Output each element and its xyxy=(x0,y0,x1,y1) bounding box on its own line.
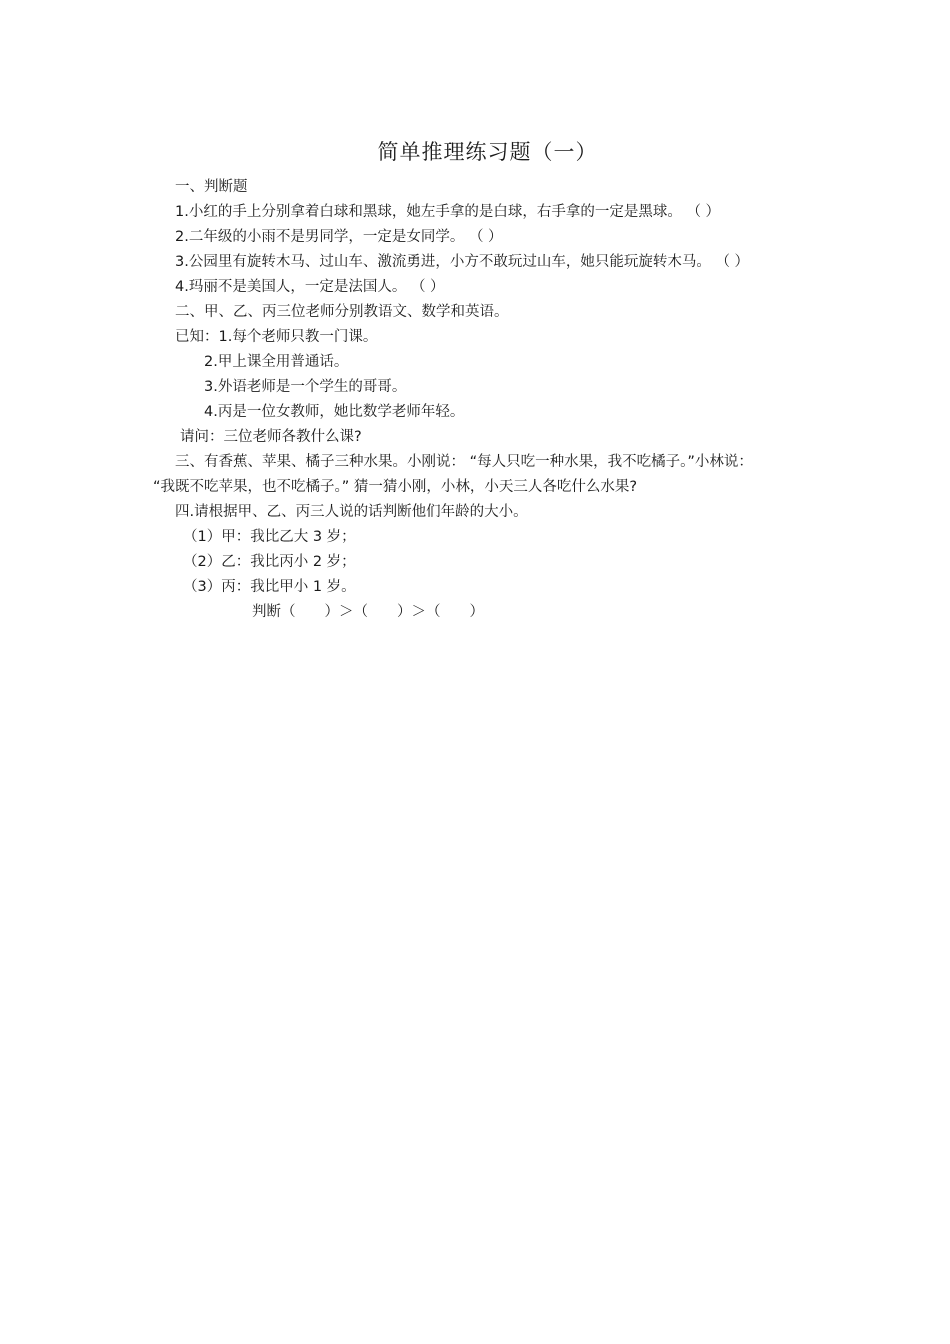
judgment-item-3: 3.公园里有旋转木马、过山车、激流勇进，小方不敢玩过山车，她只能玩旋转木马。 （ ） xyxy=(175,254,750,270)
section3-line-2: “我既不吃苹果，也不吃橘子。” 猜一猜小刚，小林，小天三人各吃什么水果? xyxy=(153,479,638,495)
known-fact-2: 2.甲上课全用普通话。 xyxy=(204,354,349,370)
section3-line-1: 三、有香蕉、苹果、橘子三种水果。小刚说： “每人只吃一种水果，我不吃橘子。”小林说： xyxy=(175,454,753,470)
section2-heading: 二、甲、乙、丙三位老师分别教语文、数学和英语。 xyxy=(175,304,509,320)
judgment-item-1: 1.小红的手上分别拿着白球和黑球，她左手拿的是白球，右手拿的一定是黑球。 （ ） xyxy=(175,204,721,220)
document-title: 简单推理练习题（一） xyxy=(377,140,598,164)
judge-answer-line: 判断（ ）＞（ ）＞（ ） xyxy=(252,604,484,620)
judgment-item-2: 2.二年级的小雨不是男同学，一定是女同学。 （ ） xyxy=(175,229,503,245)
known-fact-4: 4.丙是一位女教师，她比数学老师年轻。 xyxy=(204,404,465,420)
age-statement-2: （2）乙：我比丙小 2 岁； xyxy=(183,554,356,570)
section1-heading: 一、判断题 xyxy=(175,179,248,195)
known-fact-1: 已知：1.每个老师只教一门课。 xyxy=(175,329,378,345)
section4-heading: 四.请根据甲、乙、丙三人说的话判断他们年龄的大小。 xyxy=(175,504,528,520)
section2-question: 请问：三位老师各教什么课? xyxy=(180,429,362,445)
known-fact-3: 3.外语老师是一个学生的哥哥。 xyxy=(204,379,407,395)
age-statement-1: （1）甲：我比乙大 3 岁； xyxy=(183,529,356,545)
age-statement-3: （3）丙：我比甲小 1 岁。 xyxy=(183,579,356,595)
judgment-item-4: 4.玛丽不是美国人，一定是法国人。 （ ） xyxy=(175,279,445,295)
